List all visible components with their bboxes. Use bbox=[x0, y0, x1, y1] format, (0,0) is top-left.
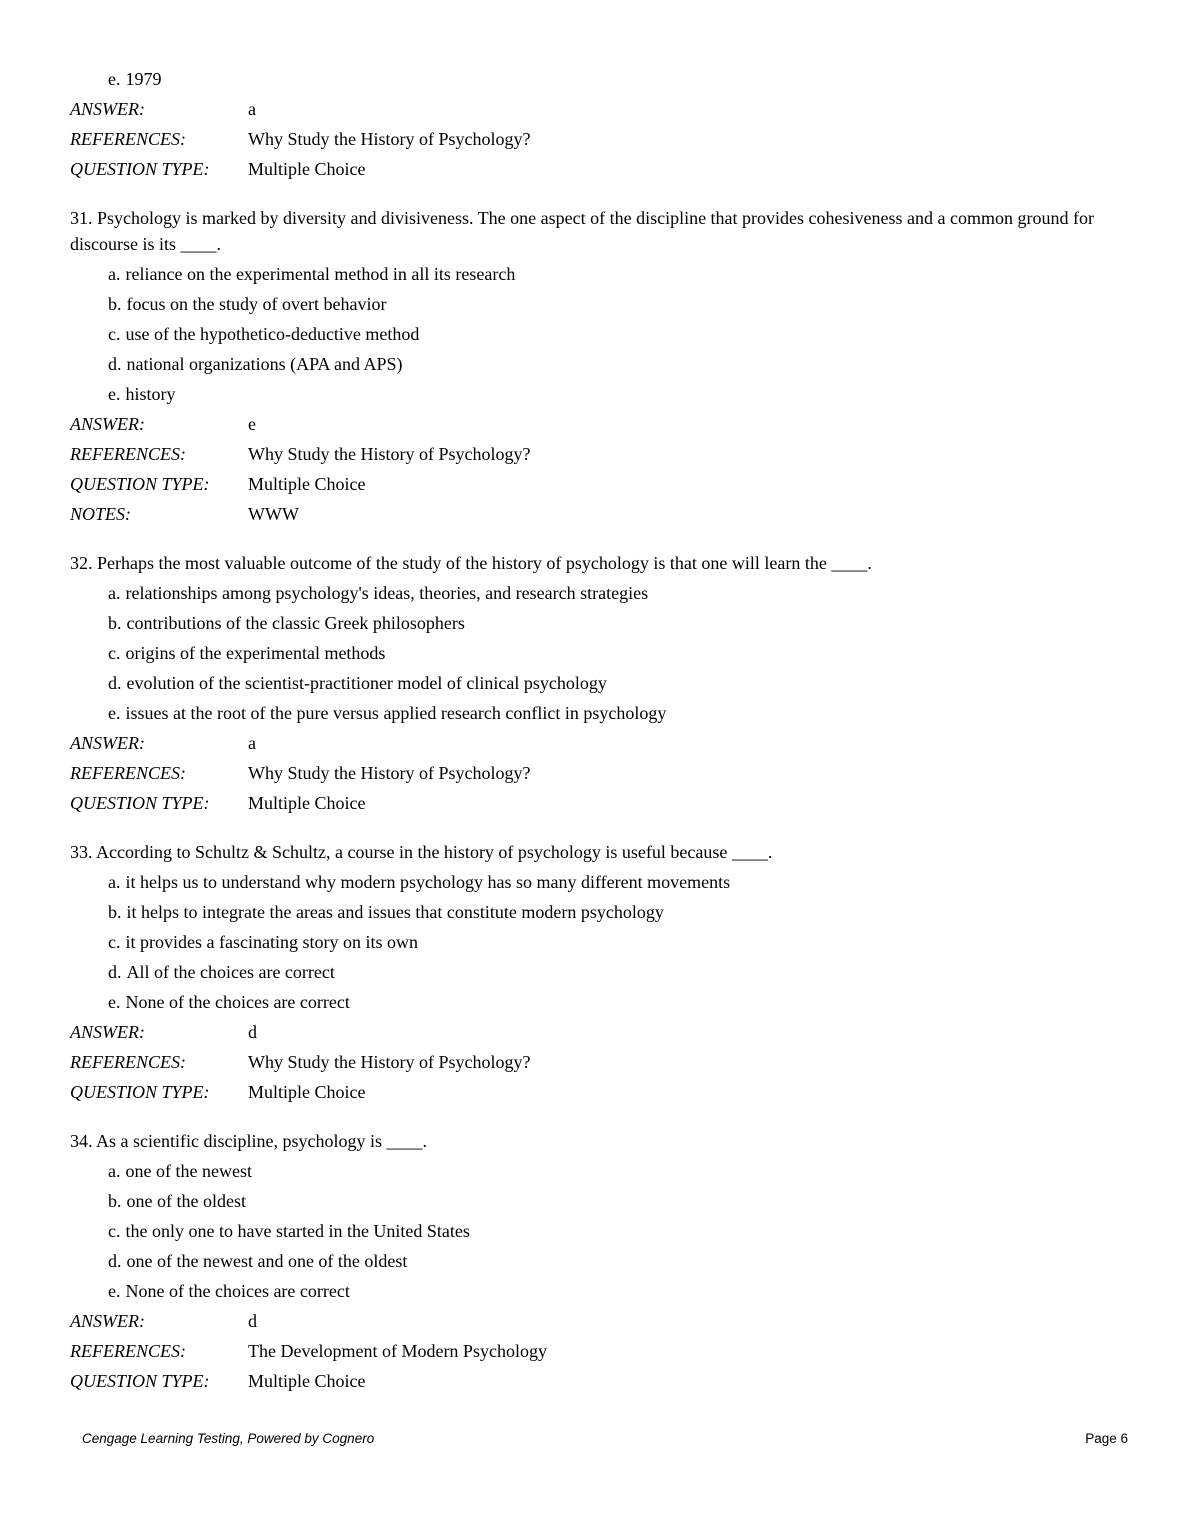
question-text bbox=[70, 550, 1126, 576]
question-body: According to Schultz & Schultz, a course in the history of psychology is useful because ____. bbox=[96, 842, 773, 862]
option bbox=[108, 899, 1126, 925]
option-letter: a. bbox=[108, 1161, 121, 1181]
option bbox=[108, 291, 1126, 317]
meta-row bbox=[70, 1368, 1126, 1394]
option bbox=[108, 989, 1126, 1015]
option bbox=[108, 640, 1126, 666]
meta-label: QUESTION TYPE: bbox=[70, 474, 210, 494]
meta-label: ANSWER: bbox=[70, 99, 145, 119]
option-text: history bbox=[125, 384, 176, 404]
answer-meta bbox=[70, 1019, 1126, 1105]
option bbox=[108, 700, 1126, 726]
option-text: relationships among psychology's ideas, theories, and research strategies bbox=[125, 583, 649, 603]
meta-value: d bbox=[248, 1311, 257, 1331]
meta-value: Multiple Choice bbox=[248, 159, 366, 179]
option bbox=[108, 670, 1126, 696]
option-letter: b. bbox=[108, 1191, 122, 1211]
meta-label: ANSWER: bbox=[70, 733, 145, 753]
option-text: origins of the experimental methods bbox=[125, 643, 386, 663]
question-text bbox=[70, 1128, 1126, 1154]
option-letter: a. bbox=[108, 264, 121, 284]
option bbox=[108, 610, 1126, 636]
option-text: one of the newest and one of the oldest bbox=[126, 1251, 408, 1271]
option bbox=[108, 381, 1126, 407]
question-body: Psychology is marked by diversity and divisiveness. The one aspect of the discipline that provides cohesiveness and a common ground for discourse is its ____. bbox=[70, 208, 1094, 254]
footer-branding: Cengage Learning Testing, Powered by Cognero bbox=[82, 1431, 375, 1446]
option-letter: c. bbox=[108, 932, 121, 952]
option-text: issues at the root of the pure versus applied research conflict in psychology bbox=[125, 703, 667, 723]
page-footer bbox=[82, 1431, 1128, 1446]
option-letter: e. bbox=[108, 1281, 121, 1301]
meta-label: REFERENCES: bbox=[70, 763, 186, 783]
meta-row bbox=[70, 471, 1126, 497]
answer-meta bbox=[70, 730, 1126, 816]
option-text: it provides a fascinating story on its own bbox=[125, 932, 418, 952]
meta-value: Multiple Choice bbox=[248, 474, 366, 494]
meta-label: QUESTION TYPE: bbox=[70, 1082, 210, 1102]
meta-value: a bbox=[248, 99, 256, 119]
meta-label: ANSWER: bbox=[70, 1022, 145, 1042]
option-letter: b. bbox=[108, 294, 122, 314]
meta-value: Multiple Choice bbox=[248, 793, 366, 813]
meta-row bbox=[70, 441, 1126, 467]
meta-row bbox=[70, 1019, 1126, 1045]
option-letter: e. bbox=[108, 703, 121, 723]
meta-label: QUESTION TYPE: bbox=[70, 793, 210, 813]
question-text bbox=[70, 205, 1126, 257]
option-text: it helps to integrate the areas and issues that constitute modern psychology bbox=[126, 902, 664, 922]
option-text: the only one to have started in the United States bbox=[125, 1221, 470, 1241]
meta-value: d bbox=[248, 1022, 257, 1042]
meta-value: Multiple Choice bbox=[248, 1371, 366, 1391]
option bbox=[108, 1158, 1126, 1184]
meta-row bbox=[70, 501, 1126, 527]
option bbox=[108, 959, 1126, 985]
meta-label: ANSWER: bbox=[70, 1311, 145, 1331]
option bbox=[108, 1218, 1126, 1244]
meta-row bbox=[70, 1338, 1126, 1364]
option-letter: b. bbox=[108, 613, 122, 633]
question-block-34 bbox=[70, 1128, 1126, 1394]
option bbox=[108, 869, 1126, 895]
option bbox=[108, 580, 1126, 606]
question-block-33 bbox=[70, 839, 1126, 1105]
option bbox=[108, 1248, 1126, 1274]
options-list bbox=[70, 580, 1126, 726]
question-block-31 bbox=[70, 205, 1126, 527]
meta-value: Why Study the History of Psychology? bbox=[248, 763, 531, 783]
continued-question-block bbox=[70, 66, 1126, 182]
option bbox=[108, 66, 1126, 92]
options-list bbox=[70, 869, 1126, 1015]
meta-row bbox=[70, 790, 1126, 816]
option-text: contributions of the classic Greek philosophers bbox=[126, 613, 465, 633]
option-letter: a. bbox=[108, 872, 121, 892]
question-number: 33. bbox=[70, 842, 93, 862]
meta-value: Multiple Choice bbox=[248, 1082, 366, 1102]
answer-meta bbox=[70, 411, 1126, 527]
option bbox=[108, 261, 1126, 287]
meta-value: a bbox=[248, 733, 256, 753]
option-text: 1979 bbox=[125, 69, 162, 89]
option-text: one of the oldest bbox=[126, 1191, 246, 1211]
option bbox=[108, 929, 1126, 955]
option-text: national organizations (APA and APS) bbox=[126, 354, 403, 374]
option bbox=[108, 321, 1126, 347]
meta-label: REFERENCES: bbox=[70, 444, 186, 464]
footer-page-number: Page 6 bbox=[1085, 1431, 1128, 1446]
option-letter: d. bbox=[108, 1251, 122, 1271]
meta-row bbox=[70, 730, 1126, 756]
meta-value: Why Study the History of Psychology? bbox=[248, 1052, 531, 1072]
meta-label: REFERENCES: bbox=[70, 1052, 186, 1072]
meta-label: REFERENCES: bbox=[70, 1341, 186, 1361]
question-number: 31. bbox=[70, 208, 93, 228]
meta-label: QUESTION TYPE: bbox=[70, 159, 210, 179]
option-letter: e. bbox=[108, 384, 121, 404]
option-letter: d. bbox=[108, 673, 122, 693]
answer-meta bbox=[70, 96, 1126, 182]
question-number: 32. bbox=[70, 553, 93, 573]
options-list bbox=[70, 261, 1126, 407]
meta-label: REFERENCES: bbox=[70, 129, 186, 149]
option bbox=[108, 1188, 1126, 1214]
question-block-32 bbox=[70, 550, 1126, 816]
question-text bbox=[70, 839, 1126, 865]
option-letter: c. bbox=[108, 1221, 121, 1241]
question-body: Perhaps the most valuable outcome of the study of the history of psychology is that one will learn the ____. bbox=[97, 553, 872, 573]
option-text: None of the choices are correct bbox=[125, 1281, 350, 1301]
meta-value: Why Study the History of Psychology? bbox=[248, 129, 531, 149]
meta-label: QUESTION TYPE: bbox=[70, 1371, 210, 1391]
option-letter: e. bbox=[108, 992, 121, 1012]
meta-row bbox=[70, 1049, 1126, 1075]
option-letter: d. bbox=[108, 354, 122, 374]
meta-row bbox=[70, 411, 1126, 437]
option-letter: a. bbox=[108, 583, 121, 603]
meta-value: e bbox=[248, 414, 256, 434]
meta-label: ANSWER: bbox=[70, 414, 145, 434]
option-text: one of the newest bbox=[125, 1161, 252, 1181]
option bbox=[108, 1278, 1126, 1304]
option-letter: c. bbox=[108, 324, 121, 344]
meta-value: The Development of Modern Psychology bbox=[248, 1341, 547, 1361]
option-text: All of the choices are correct bbox=[126, 962, 335, 982]
meta-row bbox=[70, 156, 1126, 182]
option-text: focus on the study of overt behavior bbox=[126, 294, 387, 314]
option-letter: b. bbox=[108, 902, 122, 922]
option-letter: e. bbox=[108, 69, 121, 89]
meta-row bbox=[70, 126, 1126, 152]
option-letter: d. bbox=[108, 962, 122, 982]
meta-label: NOTES: bbox=[70, 504, 132, 524]
meta-row bbox=[70, 1308, 1126, 1334]
question-number: 34. bbox=[70, 1131, 93, 1151]
option-letter: c. bbox=[108, 643, 121, 663]
meta-row bbox=[70, 760, 1126, 786]
question-body: As a scientific discipline, psychology is ____. bbox=[96, 1131, 427, 1151]
meta-row bbox=[70, 1079, 1126, 1105]
option-text: evolution of the scientist-practitioner model of clinical psychology bbox=[126, 673, 607, 693]
options-list bbox=[70, 66, 1126, 92]
answer-meta bbox=[70, 1308, 1126, 1394]
option-text: reliance on the experimental method in all its research bbox=[125, 264, 516, 284]
meta-row bbox=[70, 96, 1126, 122]
meta-value: Why Study the History of Psychology? bbox=[248, 444, 531, 464]
options-list bbox=[70, 1158, 1126, 1304]
option-text: it helps us to understand why modern psychology has so many different movements bbox=[125, 872, 731, 892]
option-text: use of the hypothetico-deductive method bbox=[125, 324, 420, 344]
option-text: None of the choices are correct bbox=[125, 992, 350, 1012]
option bbox=[108, 351, 1126, 377]
meta-value: WWW bbox=[248, 504, 299, 524]
